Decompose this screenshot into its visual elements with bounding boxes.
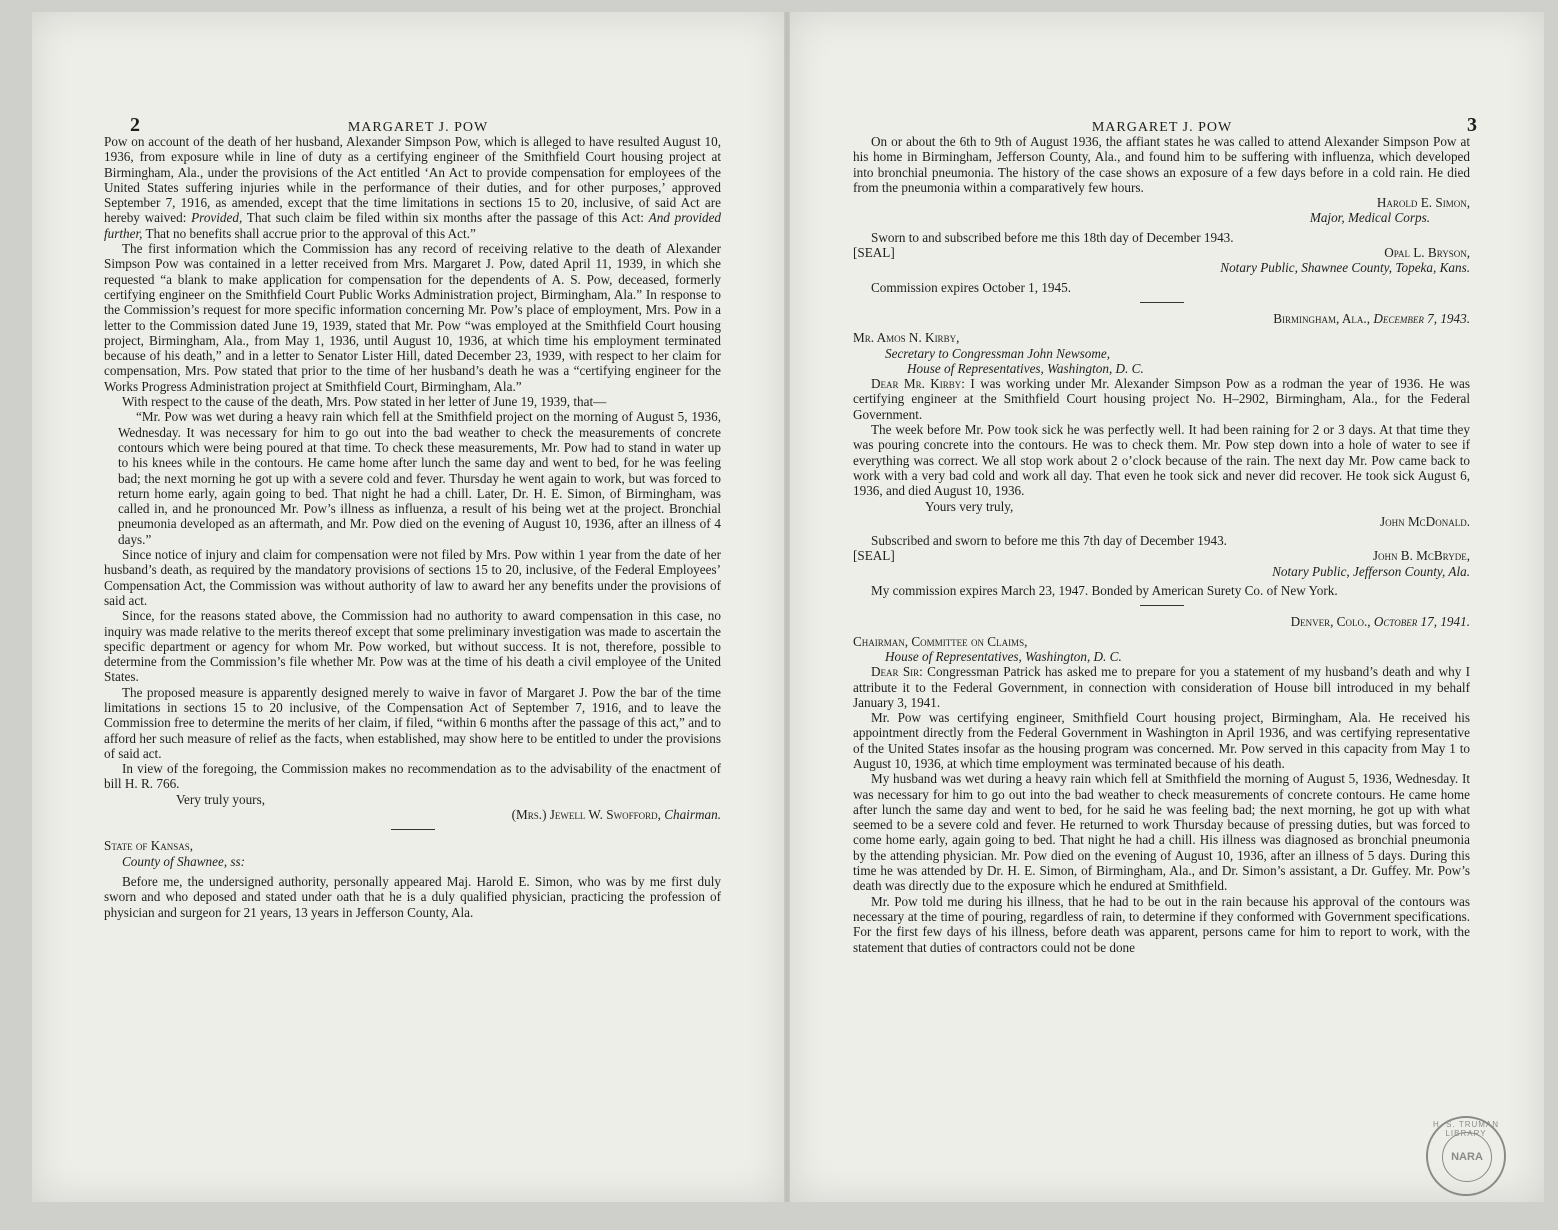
left-page-body	[104, 134, 721, 920]
affidavit-state: State of Kansas,	[104, 838, 194, 854]
letter-1-address-line-2: Secretary to Congressman John Newsome,	[885, 345, 1111, 361]
closing: Very truly yours,	[176, 791, 266, 807]
quoted-letter: “Mr. Pow was wet during a heavy rain which fell at the Smithfield project on the morning of August 5, 1936, Wednesday. It was necessary for him to go out into the bad weather to check the measurements of concrete contours which were being poured at that time. To check these measurements, Mr. Pow had to stand in water up to his knees while in the contours. He came home after lunch the same day and went to bed, for he was feeling bad; the next morning he got up with a severe cold and fever. Thursday he went again to work, but was forced to return home early, again going to bed. That night he had a chill. Later, Dr. H. E. Simon, of Birmingham, was called in, and he pronounced Mr. Pow’s illness as influenza, a result of his being wet at the project. Bronchial pneumonia developed as an aftermath, and Mr. Pow died on the evening of August 10, 1936, after an illness of 4 days.”	[118, 409, 721, 547]
right-page	[790, 12, 1544, 1202]
stamp-ring-text: H. S. TRUMAN LIBRARY	[1432, 1120, 1500, 1138]
archive-stamp	[1426, 1116, 1506, 1196]
right-page-number: 3	[1467, 114, 1478, 136]
paragraph-no-inquiry: Since, for the reasons stated above, the Commission had no authority to award compensation in this case, no inquiry was made relative to the merits thereof except that some preliminary investigation was made to ascertain the specific department or agency for whom Mr. Pow worked, but without success. It is not, therefore, possible to determine from the Commission’s file whether Mr. Pow was at the time of his death a civil employee of the United States.	[104, 608, 721, 685]
left-page-number: 2	[130, 114, 141, 136]
quoted-bill-text: Pow on account of the death of her husband, Alexander Simpson Pow, which is alleged to have resulted August 10, 1936, from exposure while in line of duty as a certifying engineer of the Smithfield Court housing project at Birmingham, Ala., under the provisions of the Act entitled ‘An Act to provide compensation for employees of the United States suffering injuries while in the performance of their duties, and for other purposes,’ approved September 7, 1916, as amended, except that the time limitations in sections 15 to 20, inclusive, of said Act are hereby waived: Provided, That such claim be filed within six months after the passage of this Act: And provided further, That no benefits shall accrue prior to the approval of this Act.”	[104, 134, 722, 241]
seal-line-2	[853, 548, 1470, 579]
sworn-statement-2: Subscribed and sworn to before me this 7th day of December 1943.	[871, 533, 1227, 549]
letter-2-addressee: Chairman, Committee on Claims,	[853, 633, 1028, 649]
paragraph-affidavit: Before me, the undersigned authority, personally appeared Maj. Harold E. Simon, who was by me first duly sworn and who deposed and stated under oath that he is a duly qualified physician, practicing the profession of physician and surgeon for 21 years, 13 years in Jefferson County, Ala.	[104, 873, 721, 920]
left-running-title: MARGARET J. POW	[347, 120, 489, 135]
seal-line-1	[853, 245, 1470, 276]
section-divider	[1140, 605, 1184, 606]
letter-1-address-line-3: House of Representatives, Washington, D. C.	[907, 360, 1144, 376]
paragraph-physician-statement: On or about the 6th to 9th of August 1936, the affiant states he was called to attend Alexander Simpson Pow at his home in Birmingham, Jefferson County, Ala., and found him to be suffering with influenza, which developed into bronchial pneumonia. The history of the case shows an exposure of a few days before in a cold rain. He died from the pneumonia within a comparatively few hours.	[853, 134, 1470, 195]
letter-2-paragraph-1: Dear Sir: Congressman Patrick has asked me to prepare for you a statement of my husband’s death and why I attribute it to the Federal Government, in connection with consideration of House bill introduced in my behalf January 3, 1941.	[853, 664, 1471, 710]
letter-2-paragraph-2: Mr. Pow was certifying engineer, Smithfield Court housing project, Birmingham, Ala. He received his appointment directly from the Federal Government in Washington in April 1936, and was certifying representative of the United States insofar as the housing program was concerned. Mr. Pow served in this capacity from May 1 to August 10, 1936, at which time employment was terminated because of his death.	[853, 710, 1470, 771]
letter-1-addressee: Mr. Amos N. Kirby,	[853, 330, 960, 346]
affidavit-county: County of Shawnee, ss:	[122, 853, 246, 869]
signature-line	[104, 807, 721, 822]
letter-2-paragraph-3: My husband was wet during a heavy rain which fell at Smithfield the morning of August 5, 1936, Wednesday. It was necessary for him to go out into the bad weather to check measurements of concrete contours. He came home after lunch the same day and went to bed, for he said he was feeling bad; the next morning, he got up with what seemed to be a severe cold and fever. He returned to work Thursday because of pressing duties, but was forced to come home early, again going to bed. That night he had a chill. His illness was diagnosed as bronchial pneumonia by the attending physician. Mr. Pow died on the evening of August 10, 1936, after an illness of 5 days. During this time he was attended by Dr. H. E. Simon, of Birmingham, Ala., and Dr. Simon’s assistant, a Dr. Guffey. Mr. Pow’s death was directly due to the exposure which he endured at Smithfield.	[853, 771, 1470, 894]
paragraph-first-information: The first information which the Commission has any record of receiving relative to the death of Alexander Simpson Pow was contained in a letter received from Mrs. Margaret J. Pow, dated April 11, 1939, in which she requested “a blank to make application for compensation for the dependents of A. S. Pow, deceased, formerly certifying engineer on the Smithfield Court Public Works Administration project, Birmingham, Ala.” In response to the Commission’s request for more specific information concerning Mr. Pow’s place of employment, Mrs. Pow in a letter to the Commission dated June 19, 1939, stated that Mr. Pow “was employed at the Smithfield Court housing project, Birmingham, Ala., from May 1, 1936, until August 10, 1936, at which time his employment terminated because of his death,” and in a letter to Senator Lister Hill, dated December 23, 1939, with respect to her claim for compensation, Mrs. Pow stated that prior to the time of her husband’s death he was a “certifying engineer for the Works Progress Administration project at Smithfield Court, Birmingham, Ala.”	[104, 241, 721, 394]
paragraph-notice: Since notice of injury and claim for compensation were not filed by Mrs. Pow within 1 year from the date of her husband’s death, as required by the mandatory provisions of sections 15 to 20, inclusive, of the Federal Employees’ Compensation Act, the Commission was without authority of law to award her any benefits under the provisions of said act.	[104, 547, 721, 608]
letter-1-closing: Yours very truly,	[925, 498, 1014, 514]
stamp-center-text: NARA	[1442, 1132, 1492, 1182]
seal-mark: [SEAL]	[853, 245, 895, 261]
commission-expiry-2: My commission expires March 23, 1947. Bonded by American Surety Co. of New York.	[871, 583, 1338, 599]
letter-2-place-date: Denver, Colo., October 17, 1941.	[1290, 614, 1470, 630]
letter-1-place-date: Birmingham, Ala., December 7, 1943.	[1273, 310, 1470, 326]
signer-title: Chairman.	[664, 807, 721, 823]
notary-2-name: John B. McBryde,	[1372, 548, 1470, 564]
commission-expiry-1: Commission expires October 1, 1945.	[871, 279, 1071, 295]
section-divider	[1140, 302, 1184, 303]
signer-name: (Mrs.) Jewell W. Swofford,	[511, 807, 661, 823]
letter-1-signer: John McDonald.	[1380, 513, 1470, 529]
right-page-body	[853, 134, 1470, 955]
notary-1-title: Notary Public, Shawnee County, Topeka, Kans.	[1220, 260, 1470, 276]
physician-name: Harold E. Simon,	[1376, 195, 1470, 211]
seal-mark: [SEAL]	[853, 548, 895, 564]
paragraph-proposed-measure: The proposed measure is apparently designed merely to waive in favor of Margaret J. Pow the bar of the time limitations in sections 15 to 20 inclusive, of the Compensation Act of September 7, 1916, and to leave the Commission free to determine the merits of her claim, if filed, “within 6 months after the passage of this act,” and to afford her such measure of relief as the facts, when established, may show here to be entitled to under the provisions of said act.	[104, 684, 721, 761]
notary-2-title: Notary Public, Jefferson County, Ala.	[1272, 563, 1470, 579]
letter-2-address-line-2: House of Representatives, Washington, D. C.	[885, 648, 1122, 664]
sworn-statement-1: Sworn to and subscribed before me this 18th day of December 1943.	[871, 229, 1234, 245]
left-page	[32, 12, 784, 1202]
notary-1-name: Opal L. Bryson,	[1384, 245, 1470, 261]
section-divider	[391, 829, 435, 830]
letter-2-paragraph-4: Mr. Pow told me during his illness, that he had to be out in the rain because his approval of the contours was necessary at the time of pouring, regardless of rain, to determine if they conformed with Government specifications. For the first few days of his illness, before death was apparent, persons came for him to report to work, with the statement that duties of contractors could not be done	[853, 893, 1470, 955]
paragraph-cause-intro: With respect to the cause of the death, Mrs. Pow stated in her letter of June 19, 1939, that—	[122, 394, 607, 410]
right-running-title: MARGARET J. POW	[1091, 120, 1233, 135]
letter-1-paragraph-2: The week before Mr. Pow took sick he was perfectly well. It had been raining for 2 or 3 days. At that time they was pouring concrete into the contours. He was to check them. Mr. Pow step down into a hole of water to see if everything was correct. We all stop work about 2 o’clock because of the rain. The next day Mr. Pow came back to work with a very bad cold and work all day. That even he took sick and never did recover. He took sick August 6, 1936, and died August 10, 1936.	[853, 422, 1470, 499]
paragraph-recommendation: In view of the foregoing, the Commission makes no recommendation as to the advisability of the enactment of bill H. R. 766.	[104, 761, 721, 792]
physician-title: Major, Medical Corps.	[1309, 210, 1430, 226]
letter-1-paragraph-1: Dear Mr. Kirby: I was working under Mr. Alexander Simpson Pow as a rodman the year of 1936. He was certifying engineer at the Smithfield Court housing project No. H–2902, Birmingham, Ala., for the Federal Government.	[853, 376, 1470, 422]
